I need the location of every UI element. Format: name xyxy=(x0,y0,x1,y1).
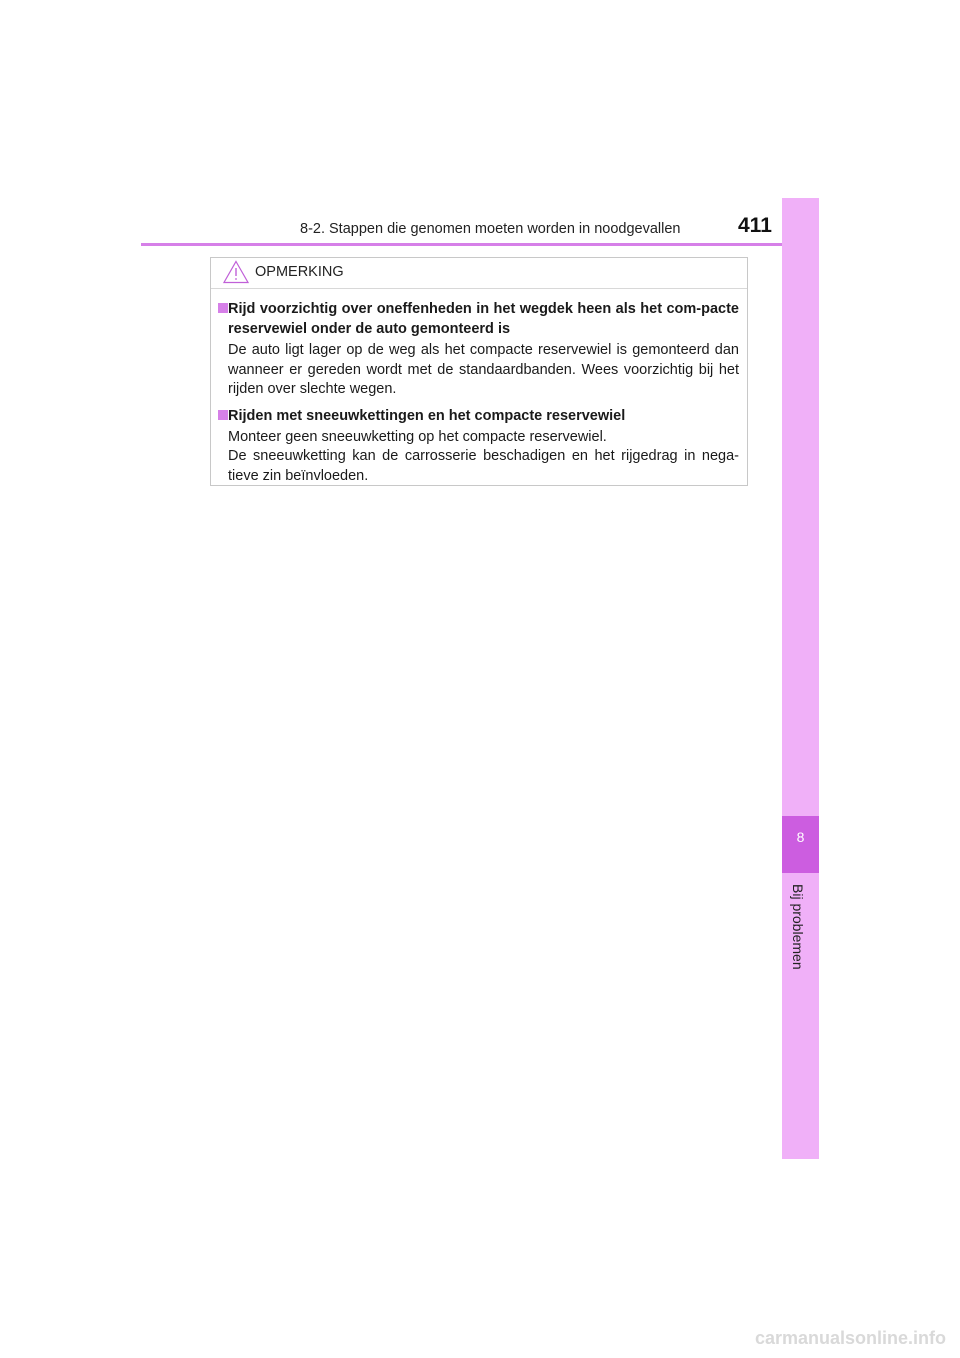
section-paragraph: De sneeuwketting kan de carrosserie beschadigen en het rijgedrag in nega-tieve zin beïnvloeden. xyxy=(228,448,739,484)
notice-body xyxy=(211,289,747,486)
section-heading: Rijd voorzichtig over oneffenheden in het wegdek heen als het com-pacte reservewiel onder de auto gemonteerd is xyxy=(228,301,739,337)
notice-box xyxy=(210,257,748,486)
header-rule xyxy=(141,243,819,246)
chapter-side-tab xyxy=(782,198,819,1159)
chapter-number: 8 xyxy=(796,829,805,845)
notice-section xyxy=(219,406,739,487)
notice-header xyxy=(211,258,747,289)
header-section-title: 8-2. Stappen die genomen moeten worden in noodgevallen xyxy=(300,221,681,237)
section-heading: Rijden met sneeuwkettingen en het compacte reservewiel xyxy=(228,407,626,424)
section-bullet xyxy=(218,410,228,420)
section-bullet xyxy=(218,303,228,313)
section-paragraph: Monteer geen sneeuwketting op het compacte reservewiel. xyxy=(228,428,607,445)
section-paragraph: De auto ligt lager op de weg als het compacte reservewiel is gemonteerd dan wanneer er gereden wordt met de standaardbanden. Wees voorzichtig bij het rijden over slechte wegen. xyxy=(228,342,739,397)
notice-title: OPMERKING xyxy=(255,264,344,280)
chapter-label: Bij problemen xyxy=(790,884,806,970)
watermark: carmanualsonline.info xyxy=(755,1328,947,1348)
page-number: 411 xyxy=(738,214,772,237)
warning-triangle-icon xyxy=(223,260,249,284)
notice-section xyxy=(219,299,739,400)
